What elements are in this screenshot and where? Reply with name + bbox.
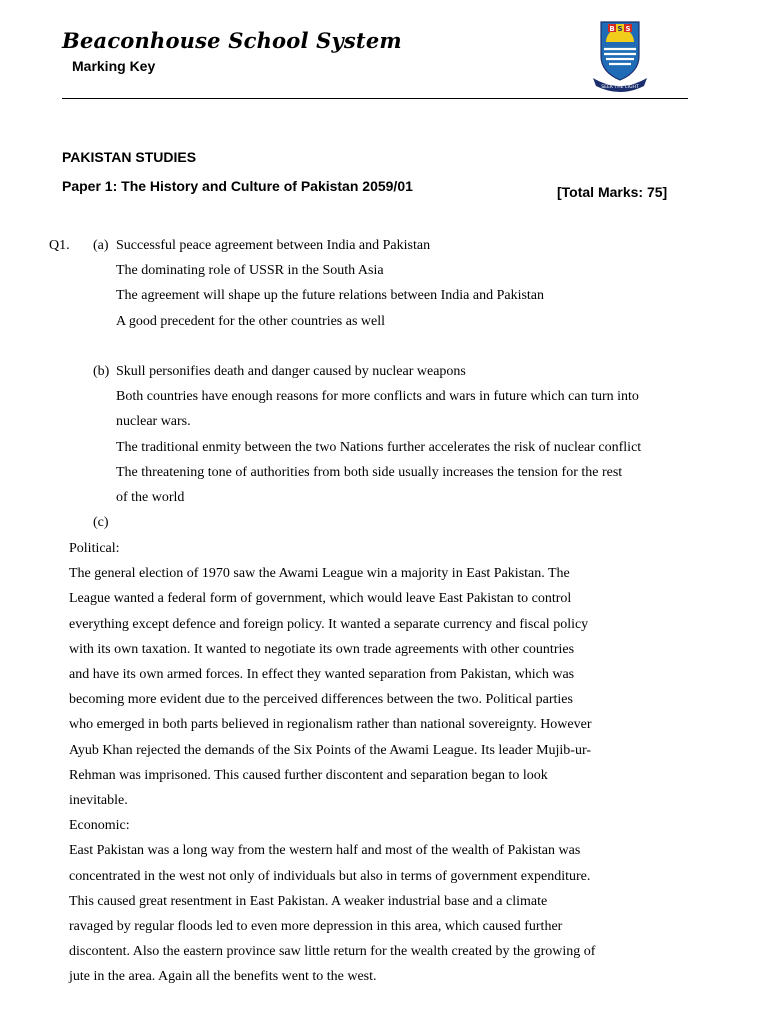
answer-line: Political: xyxy=(69,541,120,556)
answer-line: with its own taxation. It wanted to negotiate its own trade agreements with other countries xyxy=(69,641,575,657)
logo-letter-3: S xyxy=(625,24,631,33)
answer-line: Successful peace agreement between India and Pakistan xyxy=(116,238,431,253)
part-b-label: (b) xyxy=(93,364,110,379)
logo-motto: SEEK THE LIGHT xyxy=(601,85,639,90)
total-marks: [Total Marks: 75] xyxy=(557,184,668,200)
school-name: Beaconhouse School System xyxy=(62,28,402,53)
answer-line: and have its own armed forces. In effect they wanted separation from Pakistan, which was xyxy=(69,667,575,683)
answer-line: Ayub Khan rejected the demands of the Six Points of the Awami League. Its leader Mujib-ur- xyxy=(69,742,592,758)
answer-line: League wanted a federal form of government, which would leave East Pakistan to control xyxy=(69,591,572,607)
answer-line: The traditional enmity between the two Nations further accelerates the risk of nuclear conflict xyxy=(116,439,642,455)
answer-line: Economic: xyxy=(69,818,130,834)
part-b-answer xyxy=(116,359,716,510)
header-rule xyxy=(62,98,688,99)
logo-letter-1: B xyxy=(609,24,615,33)
school-logo xyxy=(591,18,649,96)
question-number: Q1. xyxy=(49,238,70,253)
answer-line: of the world xyxy=(116,490,185,506)
answer-line: jute in the area. Again all the benefits went to the west. xyxy=(69,969,377,985)
paper-title: Paper 1: The History and Culture of Pakistan 2059/01 xyxy=(62,178,413,194)
answer-line: The dominating role of USSR in the South Asia xyxy=(116,263,384,279)
answer-line: Rehman was imprisoned. This caused further discontent and separation began to look xyxy=(69,767,548,783)
part-c-label: (c) xyxy=(93,515,109,530)
answer-line: inevitable. xyxy=(69,793,128,809)
logo-letter-2: S xyxy=(617,24,623,33)
answer-line: ravaged by regular floods led to even more depression in this area, which caused further xyxy=(69,919,563,935)
answer-line: Both countries have enough reasons for more conflicts and wars in future which can turn into xyxy=(116,389,639,405)
part-c-answer xyxy=(69,536,729,990)
part-a-answer xyxy=(116,233,716,334)
answer-line: concentrated in the west not only of individuals but also in terms of government expenditure. xyxy=(69,868,591,884)
answer-line: discontent. Also the eastern province saw little return for the wealth created by the growing of xyxy=(69,944,596,960)
answer-line: everything except defence and foreign policy. It wanted a separate currency and fiscal policy xyxy=(69,616,589,632)
answer-line: This caused great resentment in East Pakistan. A weaker industrial base and a climate xyxy=(69,893,548,909)
answer-line: East Pakistan was a long way from the western half and most of the wealth of Pakistan was xyxy=(69,843,581,859)
answer-line: Skull personifies death and danger caused by nuclear weapons xyxy=(116,364,466,379)
answer-line: nuclear wars. xyxy=(116,414,191,430)
part-a-label: (a) xyxy=(93,238,109,253)
answer-line: The threatening tone of authorities from both side usually increases the tension for the rest xyxy=(116,464,623,480)
answer-line: becoming more evident due to the perceived differences between the two. Political parties xyxy=(69,692,573,708)
marking-key-label: Marking Key xyxy=(72,58,156,74)
answer-line: A good precedent for the other countries as well xyxy=(116,313,386,329)
subject-title: PAKISTAN STUDIES xyxy=(62,149,197,165)
answer-line: The agreement will shape up the future relations between India and Pakistan xyxy=(116,288,545,304)
answer-line: The general election of 1970 saw the Awami League win a majority in East Pakistan. The xyxy=(69,566,570,582)
answer-line: who emerged in both parts believed in regionalism rather than national sovereignty. However xyxy=(69,717,592,733)
